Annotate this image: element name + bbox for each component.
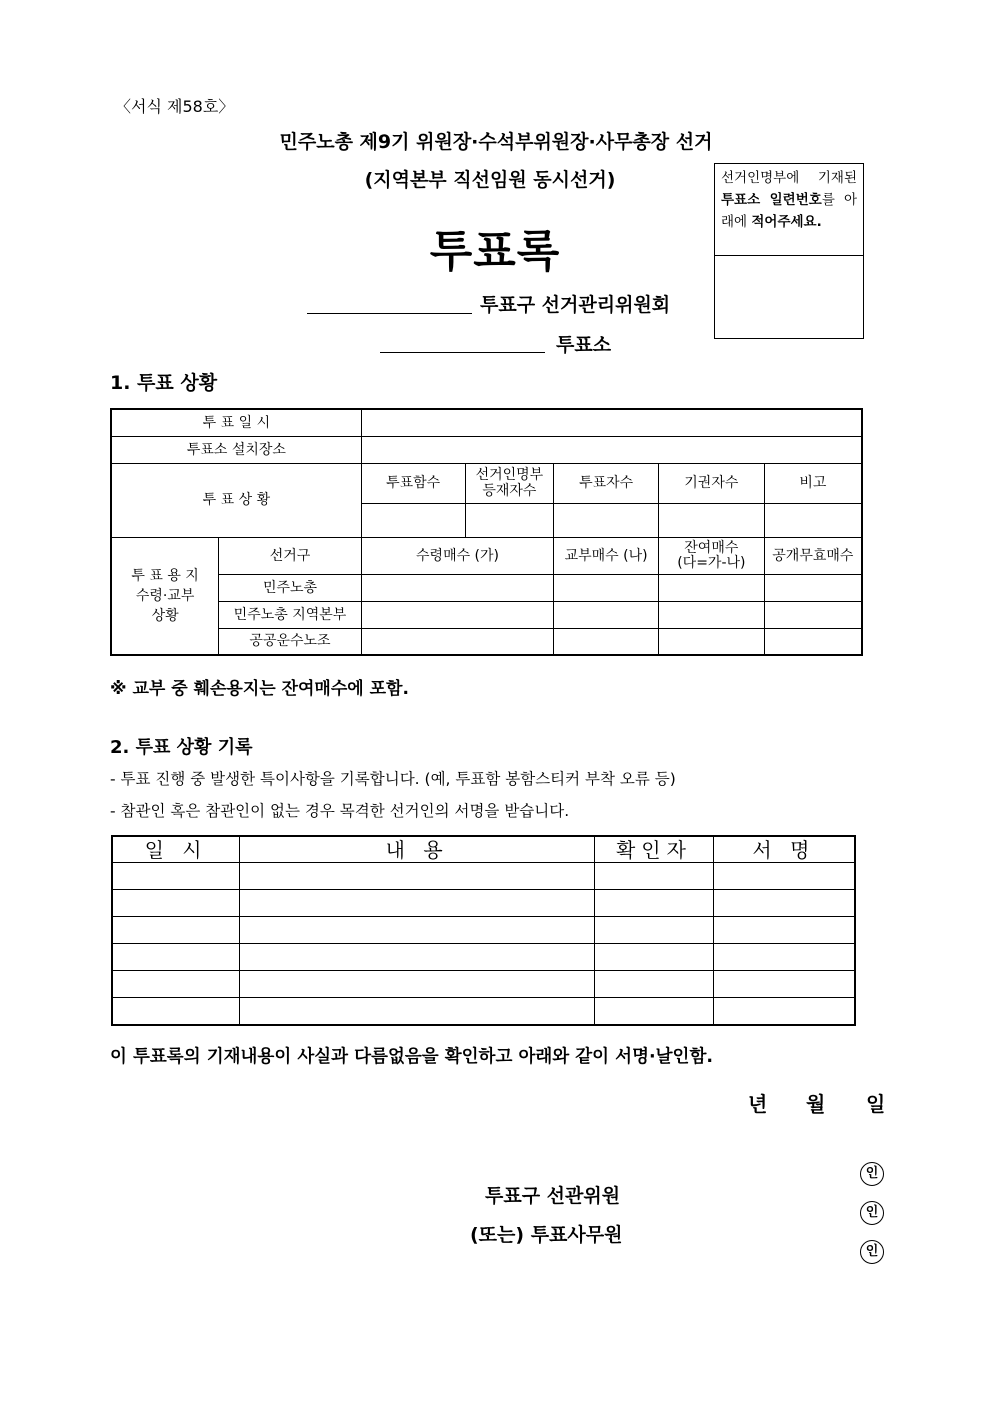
seal-mark[interactable]: 인 [860,1162,884,1186]
table-row [112,998,855,1026]
remaining-cell[interactable] [658,628,764,655]
confirmation-statement: 이 투표록의 기재내용이 사실과 다름없음을 확인하고 아래와 같이 서명·날인함. [110,1047,713,1067]
record-cell[interactable] [240,944,595,971]
col-voters: 투표자수 [554,463,659,503]
received-cell[interactable] [361,574,553,601]
page-title: 투표록 [429,226,561,277]
record-cell[interactable] [240,863,595,890]
col-received: 수령매수 (가) [361,537,553,574]
serial-instruction: 선거인명부에 기재된 투표소 일련번호를 아래에 적어주세요. [715,164,863,256]
public-invalid-cell[interactable] [764,601,862,628]
col-confirmer: 확인자 [595,836,714,863]
col-remaining: 잔여매수 (다=가-나) [658,537,764,574]
record-cell[interactable] [112,917,240,944]
record-cell[interactable] [240,971,595,998]
instruction-bullet: - 투표 진행 중 발생한 특이사항을 기록합니다. (예, 투표함 봉함스티커 부착 오류 등) [110,770,676,788]
station-blank-line[interactable] [380,352,545,353]
col-issued: 교부매수 (나) [554,537,659,574]
issued-cell[interactable] [554,628,659,655]
record-cell[interactable] [713,863,855,890]
label-datetime: 투 표 일 시 [111,409,361,436]
district-name: 공공운수노조 [219,628,362,655]
record-cell[interactable] [595,944,714,971]
issued-cell[interactable] [554,601,659,628]
remaining-cell[interactable] [658,601,764,628]
col-district: 선거구 [219,537,362,574]
received-cell[interactable] [361,601,553,628]
record-cell[interactable] [713,971,855,998]
record-cell[interactable] [595,971,714,998]
registered-voters-cell[interactable] [465,503,554,537]
record-cell[interactable] [112,944,240,971]
year-label: 년 [748,1092,768,1116]
signer-polling-clerk: (또는) 투표사무원 [470,1224,623,1246]
record-cell[interactable] [112,890,240,917]
col-public-invalid: 공개무효매수 [764,537,862,574]
serial-number-box[interactable] [714,163,864,339]
table-row [112,890,855,917]
record-cell[interactable] [713,998,855,1026]
district-name: 민주노총 [219,574,362,601]
label-location: 투표소 설치장소 [111,436,361,463]
record-cell[interactable] [713,917,855,944]
ballot-boxes-cell[interactable] [361,503,465,537]
label-status: 투 표 상 황 [111,463,361,537]
record-cell[interactable] [112,971,240,998]
issued-cell[interactable] [554,574,659,601]
section1-heading: 1. 투표 상황 [110,372,218,394]
record-cell[interactable] [112,998,240,1026]
remaining-cell[interactable] [658,574,764,601]
col-ballot-boxes: 투표함수 [361,463,465,503]
table-row [112,863,855,890]
election-subtitle: (지역본부 직선임원 동시선거) [364,169,616,191]
table-row [112,971,855,998]
col-signature: 서 명 [713,836,855,863]
section2-heading: 2. 투표 상황 기록 [110,737,253,758]
col-content: 내 용 [240,836,595,863]
label-ballot-paper: 투 표 용 지 수령·교부 상황 [111,537,219,655]
district-blank-line[interactable] [307,313,472,314]
col-abstainers: 기권자수 [658,463,764,503]
remarks-cell[interactable] [764,503,862,537]
signer-committee-member: 투표구 선관위원 [485,1185,621,1207]
station-label: 투표소 [556,334,612,356]
record-table [111,835,856,1026]
instruction-bullet: - 참관인 혹은 참관인이 없는 경우 목격한 선거인의 서명을 받습니다. [110,802,570,820]
committee-label: 투표구 선거관리위원회 [480,294,671,316]
abstainers-cell[interactable] [658,503,764,537]
col-remarks: 비고 [764,463,862,503]
record-cell[interactable] [595,890,714,917]
col-datetime: 일 시 [112,836,240,863]
record-cell[interactable] [240,998,595,1026]
month-label: 월 [806,1092,826,1116]
table-row [112,917,855,944]
district-name: 민주노총 지역본부 [219,601,362,628]
election-title: 민주노총 제9기 위원장·수석부위원장·사무총장 선거 [279,131,713,153]
seal-mark[interactable]: 인 [860,1240,884,1264]
col-registered-voters: 선거인명부 등재자수 [465,463,554,503]
location-cell[interactable] [361,436,862,463]
voters-cell[interactable] [554,503,659,537]
public-invalid-cell[interactable] [764,574,862,601]
form-number: 〈서식 제58호〉 [115,97,235,116]
record-cell[interactable] [595,863,714,890]
day-label: 일 [866,1092,886,1116]
received-cell[interactable] [361,628,553,655]
seal-mark[interactable]: 인 [860,1201,884,1225]
datetime-cell[interactable] [361,409,862,436]
public-invalid-cell[interactable] [764,628,862,655]
table-row [112,944,855,971]
record-cell[interactable] [240,917,595,944]
voting-status-table [110,408,863,656]
record-cell[interactable] [112,863,240,890]
record-cell[interactable] [595,917,714,944]
record-cell[interactable] [713,890,855,917]
record-cell[interactable] [713,944,855,971]
record-cell[interactable] [595,998,714,1026]
damaged-paper-note: ※ 교부 중 훼손용지는 잔여매수에 포함. [110,679,409,699]
record-cell[interactable] [240,890,595,917]
